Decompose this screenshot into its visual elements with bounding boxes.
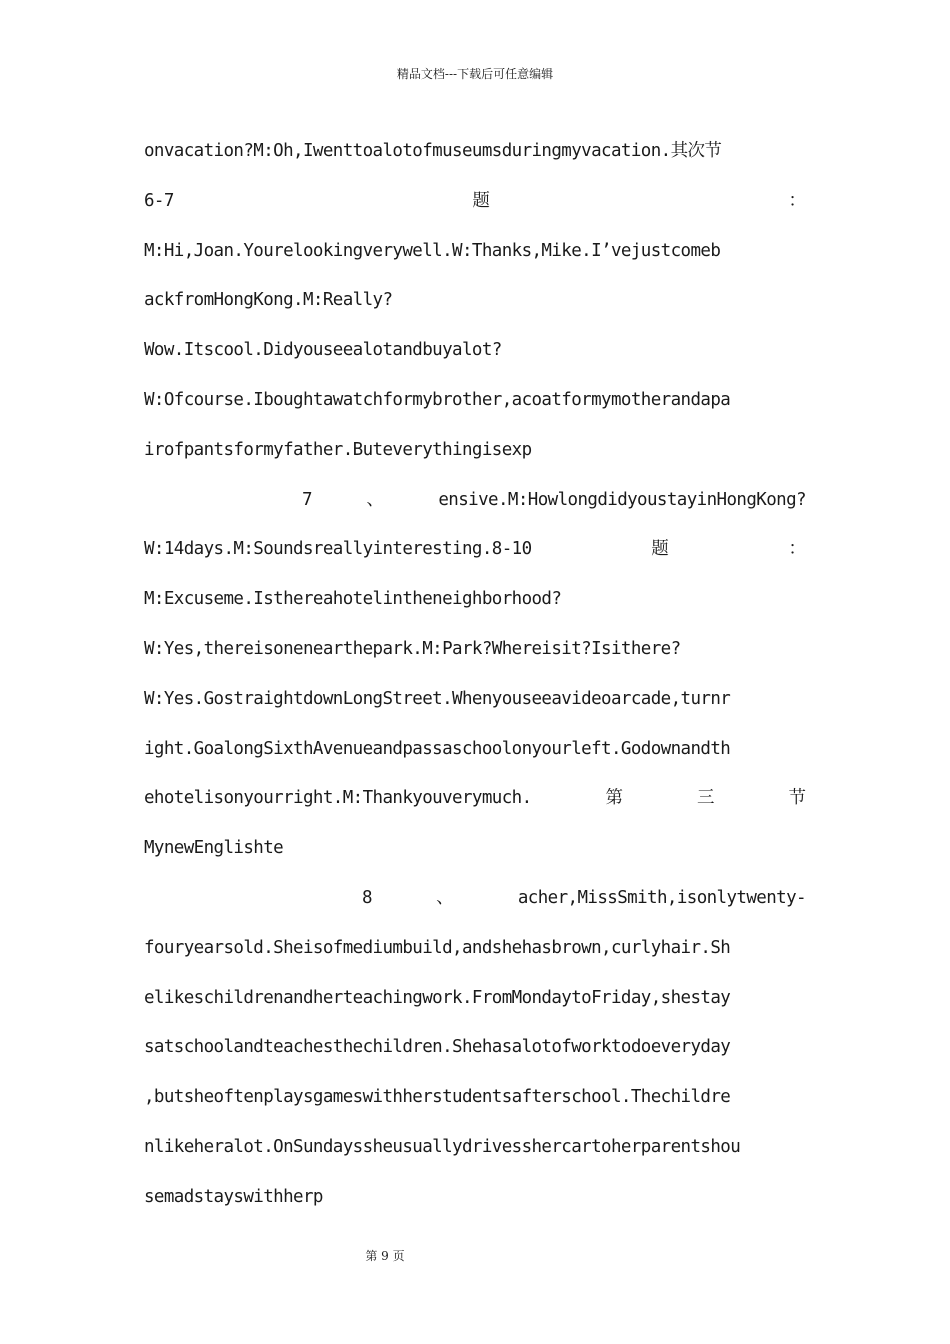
text-line: irofpantsformyfather.Buteverythingisexp <box>144 439 532 460</box>
document-body <box>144 127 806 1223</box>
line-text: acher,MissSmith,isonlytwenty- <box>517 887 806 908</box>
question-range: 6-7 <box>144 190 174 211</box>
line-text: ensive.M:HowlongdidyoustayinHongKong? <box>438 489 806 510</box>
text-line: ight.GoalongSixthAvenueandpassaschoolonyourleft.Godownandth <box>144 738 731 759</box>
page-number: 第 9 页 <box>365 1249 405 1263</box>
text-line: ,butsheoftenplaysgameswithherstudentsafterschool.Thechildre <box>144 1087 731 1108</box>
text-line: onvacation?M:Oh,Iwenttoalotofmuseumsduringmyvacation.其次节 <box>144 141 722 161</box>
colon-mark: ： <box>788 190 806 211</box>
text-line: W:Ofcourse.Iboughtawatchformybrother,acoatformymotherandapa <box>144 389 731 410</box>
question-label: 题 <box>472 190 490 211</box>
enumeration-comma: 、 <box>366 489 384 510</box>
text-line <box>144 177 806 227</box>
page-header: 精品文档---下载后可任意编辑 <box>396 67 554 81</box>
text-line: W:Yes.GostraightdownLongStreet.Whenyouseeavideoarcade,turnr <box>144 688 731 709</box>
line-text: ehotelisonyourright.M:Thankyouverymuch. <box>144 788 532 809</box>
section-char: 节 <box>788 788 806 809</box>
text-line: fouryearsold.Sheisofmediumbuild,andshehasbrown,curlyhair.Sh <box>144 937 731 958</box>
text-line: nlikeheralot.OnSundayssheusuallydrivesshercartoherparentshou <box>144 1136 741 1157</box>
text-line: Wow.Itscool.Didyouseealotandbuyalot? <box>144 340 502 361</box>
enumeration-comma: 、 <box>436 887 454 908</box>
text-line: semadstayswithherp <box>144 1186 323 1207</box>
text-line: MynewEnglishte <box>144 838 284 859</box>
item-number: 8 <box>362 887 372 908</box>
text-line <box>144 476 806 526</box>
line-text: W:14days.M:Soundsreallyinteresting.8-10 <box>144 539 532 560</box>
text-line: satschoolandteachesthechildren.Shehasalotofworktodoeveryday <box>144 1037 731 1058</box>
text-line: M:Hi,Joan.Yourelookingverywell.W:Thanks,Mike.I’vejustcomeb <box>144 240 721 261</box>
text-line: elikeschildrenandherteachingwork.FromMondaytoFriday,shestay <box>144 987 731 1008</box>
question-label: 题 <box>651 539 669 560</box>
item-number: 7 <box>302 489 312 510</box>
text-line <box>144 525 806 575</box>
text-line <box>144 774 806 824</box>
section-char: 三 <box>697 788 715 809</box>
section-char: 第 <box>605 788 623 809</box>
text-line <box>144 874 806 924</box>
text-line: ackfromHongKong.M:Really? <box>144 290 393 311</box>
text-line: W:Yes,thereisonenearthepark.M:Park?Whereisit?Isithere? <box>144 638 681 659</box>
colon-mark: ： <box>788 539 806 560</box>
text-line: M:Excuseme.Isthereahotelintheneighborhood? <box>144 589 562 610</box>
